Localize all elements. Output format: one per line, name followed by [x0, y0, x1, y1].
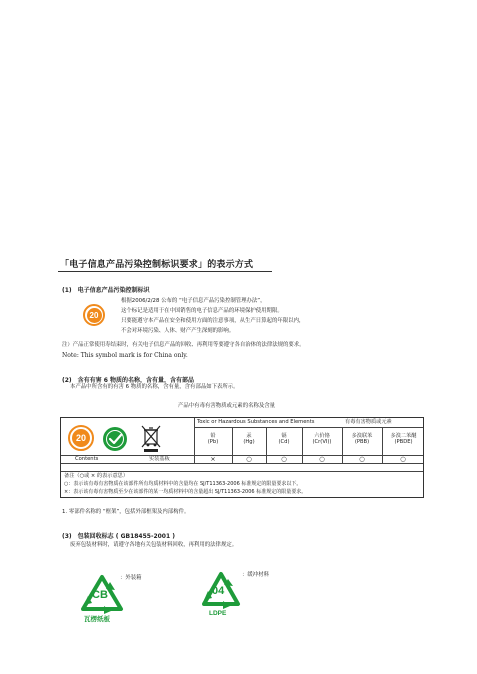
section2-heading: (2) 含有有害 6 物质的名称，含有量，含有部品: [62, 377, 195, 384]
recycle-code-cb: CB: [92, 589, 108, 601]
col-pb-name: 铅: [210, 433, 216, 439]
value-pbde: ○: [400, 455, 406, 463]
section1-heading: (1) 电子信息产品污染控制标识: [62, 287, 150, 294]
col-pb: [194, 434, 232, 446]
col-pb-symbol: (Pb): [207, 438, 219, 445]
table-title: 产品中有毒有害物质或元素的名称及含量: [178, 403, 276, 409]
col-cd-symbol: (Cd): [278, 438, 290, 445]
table-footnote: 1. 零部件名称的 “框架”，包括外部框架及内部构件。: [62, 509, 190, 515]
remark-cross: ×：表示该有毒有害物质至少在该部件的某一均质材料中的含量超出 SJ/T11363-2006 标准规定的限量要求。: [64, 489, 307, 495]
col-cr6-name: 六价铬: [314, 433, 330, 439]
col-pbde-name: 多溴二苯醚: [390, 433, 417, 439]
col-hg-name: 汞: [246, 433, 252, 439]
recycle-logo-cb: [80, 574, 124, 624]
section1-note: 注）产品正常使用寿结束时，有关电子信息产品的回收、再利用等要遵守各自治体的法律法规的要求。: [62, 342, 305, 348]
section1-line-1: 根据2006/2/28 公布的 “电子信息产品污染控制管理办法”，: [121, 298, 266, 304]
col-cr6: [302, 434, 342, 446]
section2-subtitle: 本产品中所含有的有害 6 物质的名称，含有量，含有部品如下表所示。: [70, 384, 239, 390]
col-hg-symbol: (Hg): [243, 438, 255, 445]
section1-line-3: 只要能遵守本产品在安全和使用方面的注意事项，从生产日算起的年限以内，: [121, 318, 305, 324]
section3-heading: (3) 包装回收标志 ( GB18455-2001 ): [62, 533, 175, 540]
environment-protection-20-logo: [83, 304, 105, 326]
section1-line-4: 不会对环境污染、人体、财产产生深刻的影响。: [121, 328, 235, 334]
col-cd: [266, 434, 302, 446]
table-rule: [61, 463, 423, 464]
value-cr6: ○: [319, 455, 325, 463]
table-logo-20-text: 20: [72, 429, 90, 447]
logo-20-text: 20: [87, 308, 102, 323]
recycle-label-cb: 瓦楞纸板: [84, 615, 110, 623]
hazardous-substances-table: [60, 417, 424, 498]
row-label: Contents: [75, 456, 99, 462]
page-title: 「电子信息产品污染控制标识要求」的表示方式: [60, 260, 254, 270]
title-underline: [58, 271, 272, 272]
table-rule: [61, 471, 423, 472]
value-pbb: ○: [359, 455, 365, 463]
col-cr6-symbol: (Cr(VI)): [312, 438, 332, 445]
value-cd: ○: [281, 455, 287, 463]
table-20-logo: [68, 425, 94, 451]
section1-note-en: Note: This symbol mark is for China only.: [62, 352, 188, 359]
recycle-desc-04: ：缓冲材料: [242, 572, 269, 578]
col-pbde: [382, 434, 425, 446]
col-cd-name: 镉: [281, 433, 287, 439]
section3-text: 废弃包装材料时，请遵守各地有关包装材料回收，再利用的法律规定。: [70, 542, 238, 548]
table-rule: [194, 427, 423, 428]
recycle-code-04: 04: [212, 585, 225, 597]
col-pbb-name: 多溴联苯: [351, 433, 373, 439]
remarks-heading: 备注（○或 × 的表示意思）: [64, 473, 129, 479]
table-header-en: Toxic or Hazardous Substances and Elements: [197, 419, 315, 425]
recycle-desc-cb: ：外装箱: [120, 575, 142, 581]
value-hg: ○: [246, 455, 252, 463]
green-recycle-check-icon: [102, 426, 128, 452]
crossed-out-bin-icon: [141, 425, 161, 453]
row-part: 实装基板: [149, 456, 170, 462]
section1-line-2: 这个标记是适用于在中国销售的电子信息产品的环境保护使用期限。: [121, 308, 283, 314]
col-pbb-symbol: (PBB): [354, 438, 370, 445]
table-header-cn: 有毒有害物质或元素: [345, 419, 392, 425]
recycle-label-ldpe: LDPE: [209, 610, 227, 617]
remark-circle: ○：表示该有毒有害物质在该部件所有均质材料中的含量均在 SJ/T11363-2006 标准规定的限量要求以下。: [64, 481, 302, 487]
recycle-logo-04: [201, 571, 241, 621]
value-pb: ×: [210, 455, 216, 463]
col-pbde-symbol: (PBDE): [394, 438, 413, 445]
col-hg: [232, 434, 266, 446]
col-pbb: [342, 434, 382, 446]
